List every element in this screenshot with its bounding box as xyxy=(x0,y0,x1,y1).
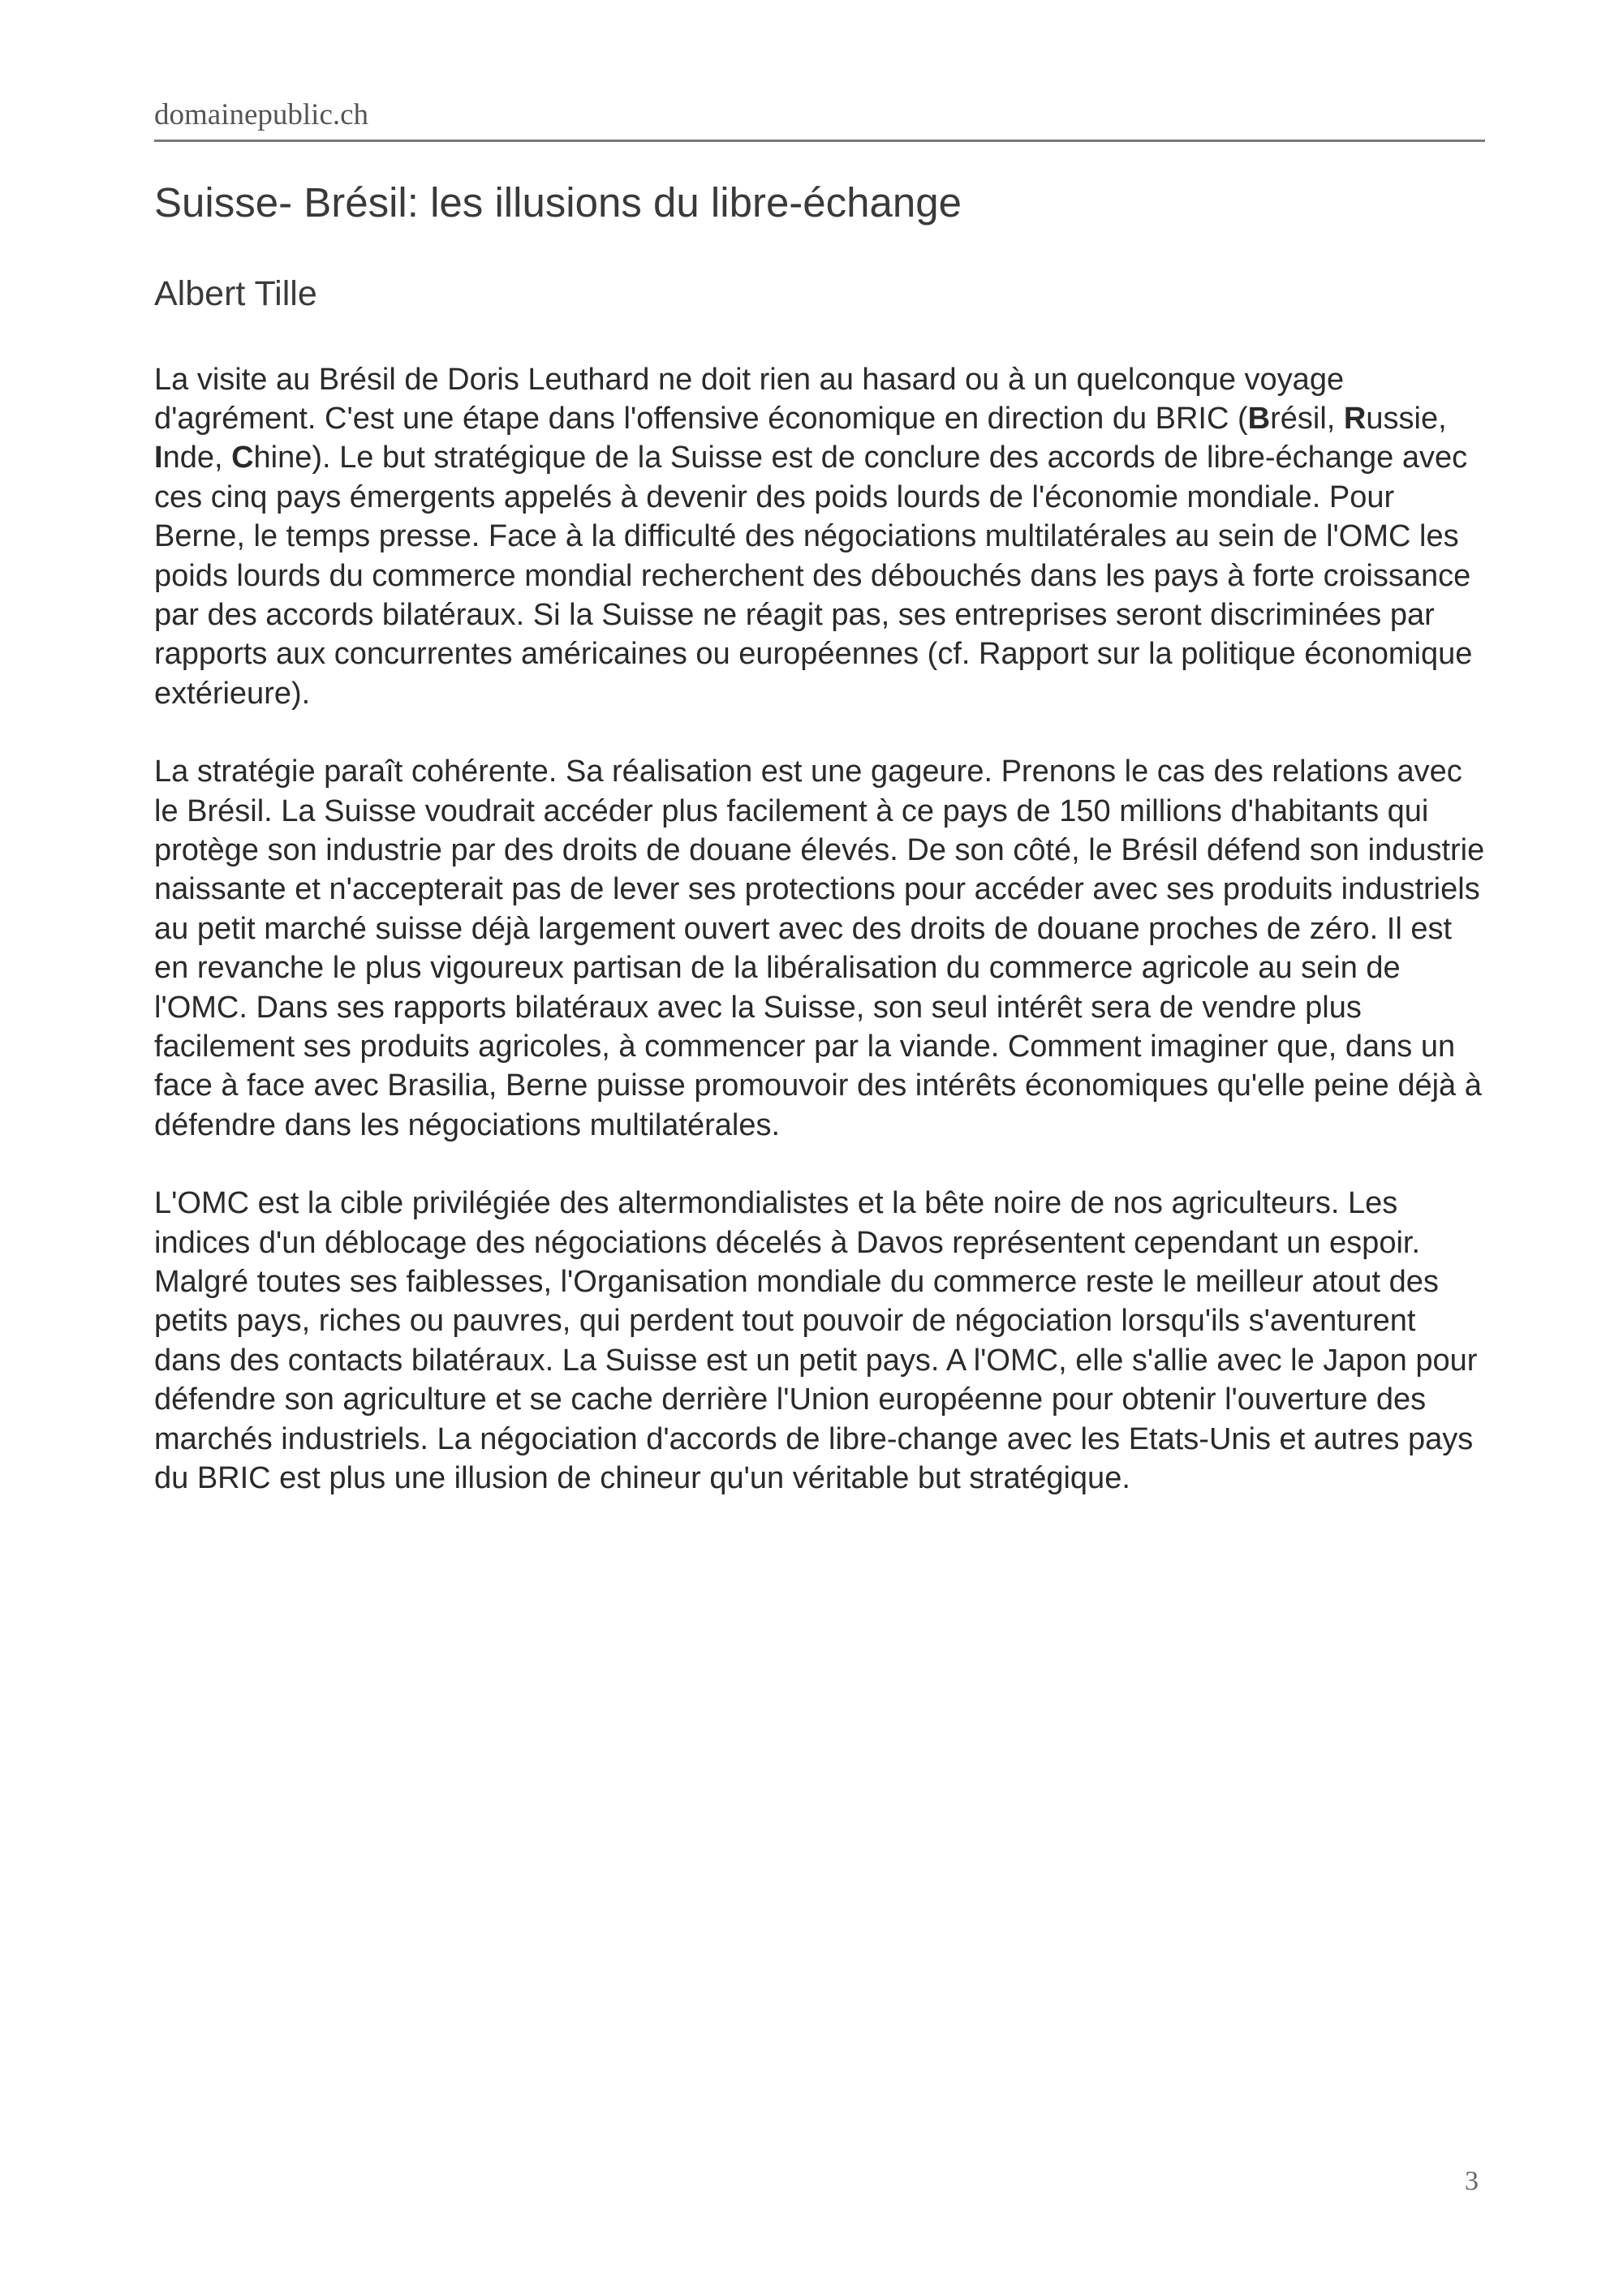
paragraph-1 xyxy=(154,360,1485,714)
paragraph-1-continuation: ). Le but stratégique de la Suisse est de conclure des accords de libre-échange avec ces cinq pays émergents appelés à devenir des poids lourds de l'économie mondiale. Pour Berne, le temps presse. Face à la difficulté des négociations multilatérales au sein de l'OMC les poids lourds du commerce mondial recherchent des débouchés dans les pays à forte croissance par des accords bilatéraux. Si la Suisse ne réagit pas, ses entreprises seront discriminées par rapports aux concurrentes américaines ou européennes (cf. Rapport sur la politique économique extérieure). xyxy=(154,441,1473,711)
article-body xyxy=(154,360,1485,1498)
page-header xyxy=(154,96,1485,142)
paragraph-3: L'OMC est la cible privilégiée des altermondialistes et la bête noire de nos agriculteurs. Les indices d'un déblocage des négociations décelés à Davos représentent cependant un espoir. Malgré toutes ses faiblesses, l'Organisation mondiale du commerce reste le meilleur atout des petits pays, riches ou pauvres, qui perdent tout pouvoir de négociation lorsqu'ils s'aventurent dans des contacts bilatéraux. La Suisse est un petit pays. A l'OMC, elle s'allie avec le Japon pour défendre son agriculture et se cache derrière l'Union européenne pour obtenir l'ouverture des marchés industriels. La négociation d'accords de libre-change avec les Etats-Unis et autres pays du BRIC est plus une illusion de chineur qu'un véritable but stratégique. xyxy=(154,1186,1478,1496)
acronym-rest-russie: ussie xyxy=(1366,401,1439,436)
acronym-initial-i: I xyxy=(154,441,163,475)
acronym-separator: , xyxy=(213,441,232,475)
article xyxy=(154,177,1485,1537)
page-number: 3 xyxy=(1465,2166,1479,2196)
acronym-rest-chine: hine xyxy=(253,441,312,475)
site-name: domainepublic.ch xyxy=(154,98,369,131)
acronym-rest-inde: nde xyxy=(162,441,214,475)
acronym-separator: , xyxy=(1438,401,1447,436)
article-author: Albert Tille xyxy=(154,273,317,313)
article-title: Suisse- Brésil: les illusions du libre-échange xyxy=(154,179,962,226)
acronym-separator: , xyxy=(1326,401,1344,436)
acronym-initial-c: C xyxy=(231,441,254,475)
acronym-rest-bresil: résil xyxy=(1270,401,1327,436)
acronym-initial-b: B xyxy=(1247,401,1271,436)
paragraph-2: La stratégie paraît cohérente. Sa réalisation est une gageure. Prenons le cas des relations avec le Brésil. La Suisse voudrait accéder plus facilement à ce pays de 150 millions d'habitants qui protège son industrie par des droits de douane élevés. De son côté, le Brésil défend son industrie naissante et n'accepterait pas de lever ses protections pour accéder avec ses produits industriels au petit marché suisse déjà largement ouvert avec des droits de douane proches de zéro. Il est en revanche le plus vigoureux partisan de la libéralisation du commerce agricole au sein de l'OMC. Dans ses rapports bilatéraux avec la Suisse, son seul intérêt sera de vendre plus facilement ses produits agricoles, à commencer par la viande. Comment imaginer que, dans un face à face avec Brasilia, Berne puisse promouvoir des intérêts économiques qu'elle peine déjà à défendre dans les négociations multilatérales. xyxy=(154,755,1485,1142)
acronym-initial-r: R xyxy=(1343,401,1367,436)
paragraph-1-text: La visite au Brésil de Doris Leuthard ne doit rien au hasard ou à un quelconque voyage d'agrément. C'est une étape dans l'offensive économique en direction du BRIC ( xyxy=(154,362,1345,436)
